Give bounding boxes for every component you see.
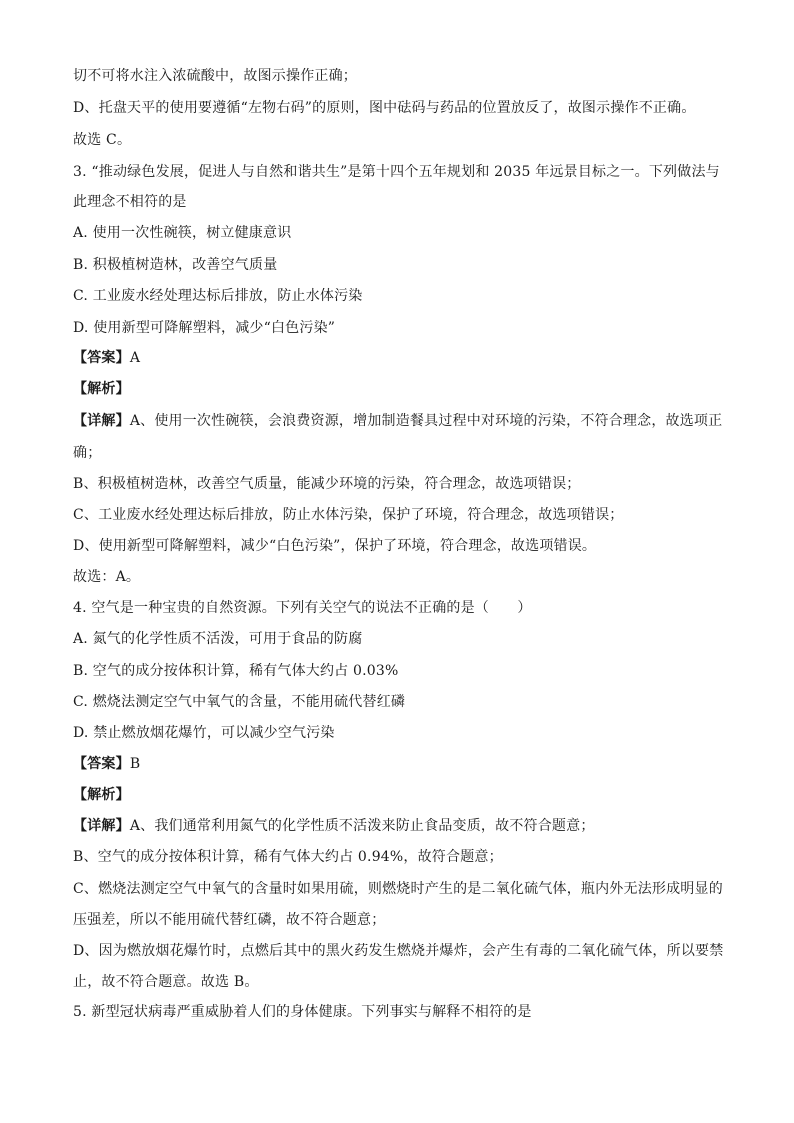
question-3-analysis	[73, 379, 734, 399]
question-4-option-b: B. 空气的成分按体积计算，稀有气体大约占 0.03%	[73, 663, 399, 679]
question-3-option-c: C. 工业废水经处理达标后排放，防止水体污染	[73, 288, 363, 304]
text-line: 确；	[73, 445, 102, 461]
question-3-stem: 3. “推动绿色发展，促进人与自然和谐共生”是第十四个五年规划和 2035 年远景目标之一。下列做法与	[73, 164, 720, 180]
question-5-stem: 5. 新型冠状病毒严重威胁着人们的身体健康。下列事实与解释不相符的是	[73, 1004, 532, 1020]
question-3-detail	[73, 411, 734, 431]
analysis-tag: 【解析】	[73, 787, 130, 803]
question-4-analysis	[73, 785, 734, 805]
question-4-option-a: A. 氮气的化学性质不活泼，可用于食品的防腐	[73, 631, 363, 647]
question-3-option-a: A. 使用一次性碗筷，树立健康意识	[73, 225, 292, 241]
answer-tag: 【答案】	[73, 350, 130, 366]
text-line: C、工业废水经处理达标后排放，防止水体污染，保护了环境，符合理念，故选项错误；	[73, 507, 624, 523]
text-line: D、托盘天平的使用要遵循“左物右码”的原则，图中砝码与药品的位置放反了，故图示操作不正确。	[73, 100, 696, 116]
question-3-answer	[73, 348, 734, 368]
text-line: 故选：A。	[73, 569, 141, 585]
text-line: C、燃烧法测定空气中氧气的含量时如果用硫，则燃烧时产生的是二氧化硫气体，瓶内外无法形成明显的	[73, 881, 723, 897]
answer-value: B	[129, 756, 141, 772]
detail-tag: 【详解】	[73, 413, 130, 429]
text-line: B、积极植树造林，改善空气质量，能减少环境的污染，符合理念，故选项错误；	[73, 476, 581, 492]
detail-tag: 【详解】	[73, 818, 130, 834]
text-line: D、因为燃放烟花爆竹时，点燃后其中的黑火药发生燃烧并爆炸，会产生有毒的二氧化硫气体，所以要禁	[73, 943, 724, 959]
text-line: 止，故不符合题意。故选 B。	[73, 974, 259, 990]
analysis-tag: 【解析】	[73, 381, 130, 397]
text-line: D、使用新型可降解塑料，减少“白色污染”，保护了环境，符合理念，故选项错误。	[73, 538, 597, 554]
question-3-stem: 此理念不相符的是	[73, 194, 187, 210]
text-line: 故选 C。	[73, 132, 132, 148]
text-line: 切不可将水注入浓硫酸中，故图示操作正确；	[73, 68, 357, 84]
question-4-stem: 4. 空气是一种宝贵的自然资源。下列有关空气的说法不正确的是（ ）	[73, 600, 532, 616]
question-4-option-d: D. 禁止燃放烟花爆竹，可以减少空气污染	[73, 725, 335, 741]
answer-value: A	[129, 350, 141, 366]
detail-text: A、使用一次性碗筷，会浪费资源，增加制造餐具过程中对环境的污染，不符合理念，故选项正	[129, 413, 723, 429]
answer-tag: 【答案】	[73, 756, 130, 772]
question-4-detail	[73, 816, 734, 836]
question-4-option-c: C. 燃烧法测定空气中氧气的含量，不能用硫代替红磷	[73, 694, 406, 710]
text-line: B、空气的成分按体积计算，稀有气体大约占 0.94%，故符合题意；	[73, 849, 503, 865]
question-4-answer	[73, 754, 734, 774]
text-line: 压强差，所以不能用硫代替红磷，故不符合题意；	[73, 912, 386, 928]
detail-text: A、我们通常利用氮气的化学性质不活泼来防止食品变质，故不符合题意；	[129, 818, 595, 834]
question-3-option-b: B. 积极植树造林，改善空气质量	[73, 257, 278, 273]
question-3-option-d: D. 使用新型可降解塑料，减少“白色污染”	[73, 320, 336, 336]
